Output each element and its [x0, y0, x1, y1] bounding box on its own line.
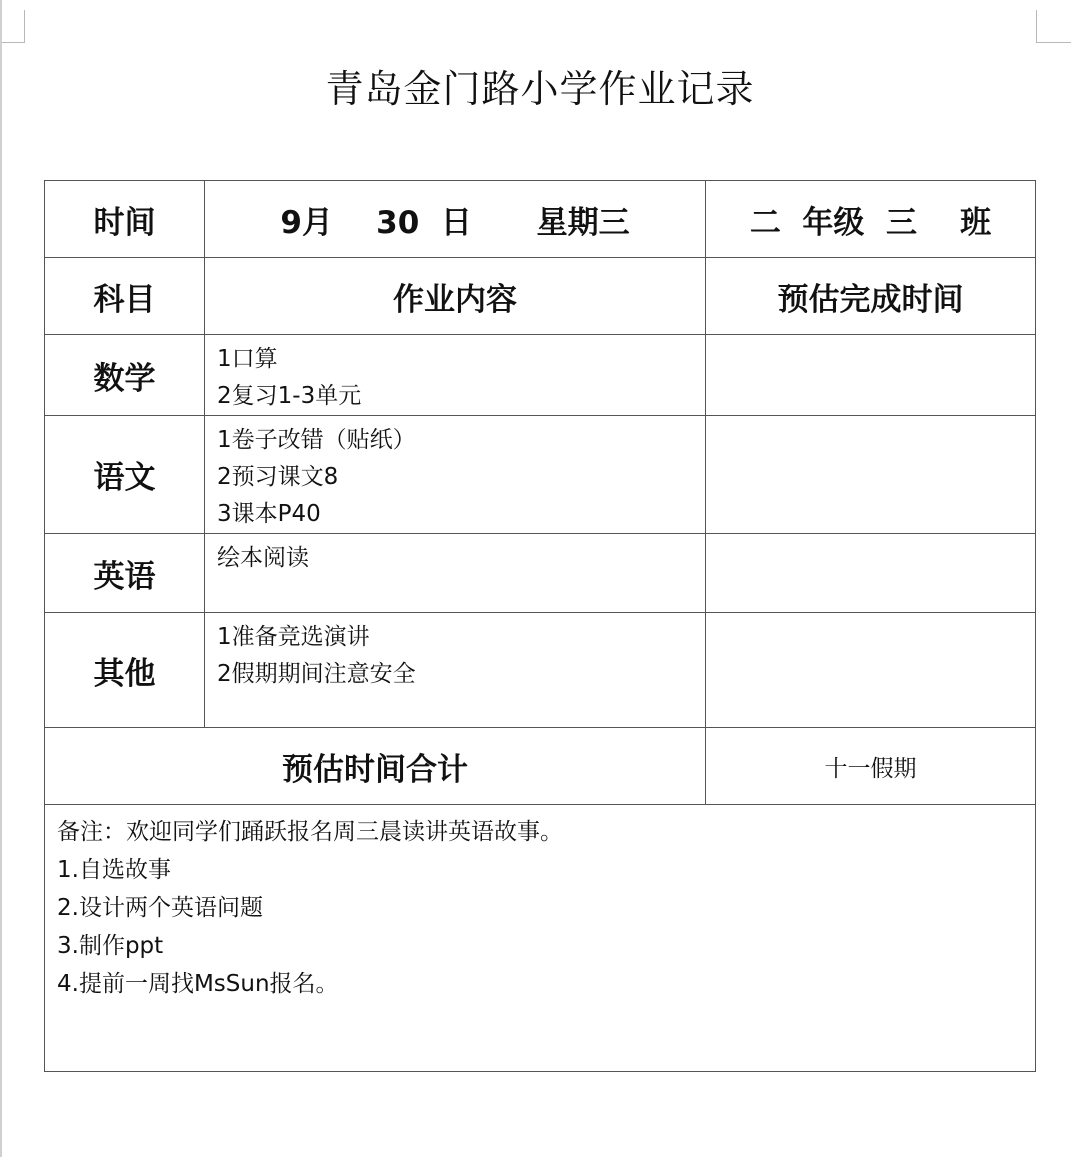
content-line: 1口算 [217, 346, 278, 372]
total-row [45, 728, 1036, 805]
est-time-cell[interactable] [706, 534, 1036, 613]
date-cell: 9月 30 日 星期三 [205, 181, 706, 258]
subject-name: 英语 [45, 534, 205, 613]
subject-name: 语文 [45, 416, 205, 534]
est-time-column-header: 预估完成时间 [706, 258, 1036, 335]
notes-line: 1.自选故事 [57, 857, 171, 883]
class-cell: 二 年级 三 班 [706, 181, 1036, 258]
est-time-cell[interactable] [706, 416, 1036, 534]
time-label-cell: 时间 [45, 181, 205, 258]
content-line: 1准备竞选演讲 [217, 624, 370, 650]
est-time-cell[interactable] [706, 335, 1036, 416]
subject-column-header: 科目 [45, 258, 205, 335]
page-corner-marker-right [1036, 10, 1071, 43]
notes-line: 备注：欢迎同学们踊跃报名周三晨读讲英语故事。 [57, 819, 563, 845]
content-column-header: 作业内容 [205, 258, 706, 335]
homework-table [44, 180, 1036, 1072]
subject-row-english [45, 534, 1036, 613]
content-line: 1卷子改错（贴纸） [217, 427, 416, 453]
column-header-row [45, 258, 1036, 335]
subject-row-chinese [45, 416, 1036, 534]
content-line: 2复习1-3单元 [217, 383, 362, 409]
notes-cell [45, 805, 1036, 1072]
header-row [45, 181, 1036, 258]
subject-name: 其他 [45, 613, 205, 728]
page-left-edge [0, 0, 2, 1157]
content-line: 3课本P40 [217, 501, 321, 527]
homework-content [205, 335, 706, 416]
total-time-value[interactable]: 十一假期 [706, 728, 1036, 805]
content-line: 2预习课文8 [217, 464, 339, 490]
content-line: 绘本阅读 [217, 545, 309, 571]
document-title: 青岛金门路小学作业记录 [325, 67, 755, 111]
subject-name: 数学 [45, 335, 205, 416]
est-time-cell[interactable] [706, 613, 1036, 728]
notes-line: 4.提前一周找MsSun报名。 [57, 971, 339, 997]
total-time-label: 预估时间合计 [45, 728, 706, 805]
notes-row [45, 805, 1036, 1072]
notes-line: 3.制作ppt [57, 933, 164, 959]
content-line: 2假期期间注意安全 [217, 661, 416, 687]
homework-content [205, 534, 706, 613]
notes-line: 2.设计两个英语问题 [57, 895, 263, 921]
subject-row-math [45, 335, 1036, 416]
page-corner-marker-left [2, 10, 25, 43]
subject-row-other [45, 613, 1036, 728]
homework-content [205, 613, 706, 728]
homework-content [205, 416, 706, 534]
